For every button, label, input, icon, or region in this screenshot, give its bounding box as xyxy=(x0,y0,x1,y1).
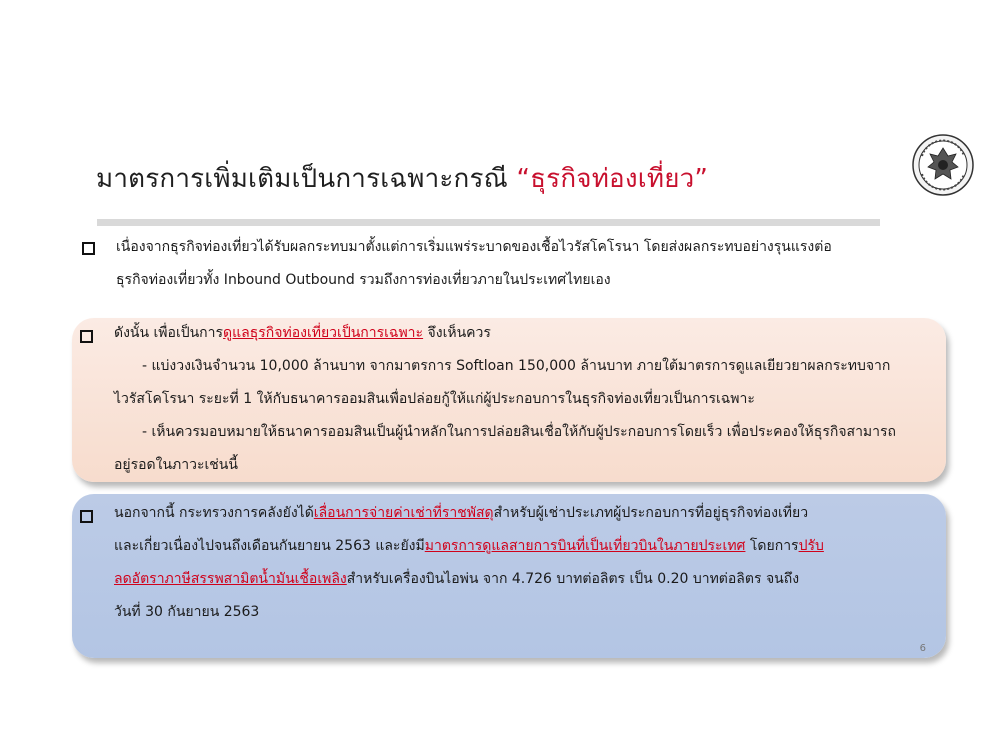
additional-line-1-highlight: เลื่อนการจ่ายค่าเช่าที่ราชพัสดุ xyxy=(313,505,494,521)
bullet-impact-line-1: เนื่องจากธุรกิจท่องเที่ยวได้รับผลกระทบมาตั้งแต่การเริ่มแพร่ระบาดของเชื้อไวรัสโคโรนา โดยส่งผลกระทบอย่างรุนแรงต่อ xyxy=(116,239,832,255)
measure-sub2-line-2: อยู่รอดในภาวะเช่นนี้ xyxy=(114,457,238,473)
additional-line-1-end: สำหรับผู้เช่าประเภทผู้ประกอบการที่อยู่ธุรกิจท่องเที่ยว xyxy=(493,505,809,521)
additional-line-2-highlight: มาตรการดูแลสายการบินที่เป็นเที่ยวบินในภายประเทศ xyxy=(424,538,746,554)
slide-title-text: มาตรการเพิ่มเติมเป็นการเฉพาะกรณี xyxy=(96,164,517,194)
measure-sub1-line-1: - แบ่งวงเงินจำนวน 10,000 ล้านบาท จากมาตรการ Softloan 150,000 ล้านบาท ภายใต้มาตรการดูแลเยียวยาผลกระทบจาก xyxy=(142,358,891,374)
measure-sub1-line-2: ไวรัสโคโรนา ระยะที่ 1 ให้กับธนาคารออมสินเพื่อปล่อยกู้ให้แก่ผู้ประกอบการในธุรกิจท่องเที่ยวเป็นการเฉพาะ xyxy=(114,391,755,407)
additional-line-2-mid: โดยการ xyxy=(745,538,799,554)
measure-box-additional-content xyxy=(80,506,934,629)
measure-lead-highlight: ดูแลธุรกิจท่องเที่ยวเป็นการเฉพาะ xyxy=(223,325,424,341)
additional-line-3 xyxy=(114,563,824,596)
page-number: 6 xyxy=(919,643,926,654)
bullet-impact xyxy=(82,239,932,297)
measure-lead-end: จึงเห็นควร xyxy=(423,325,491,341)
measure-sub2-line-1: - เห็นควรมอบหมายให้ธนาคารออมสินเป็นผู้นำหลักในการปล่อยสินเชื่อให้กับผู้ประกอบการโดยเร็ว เพื่อประคองให้ธุรกิจสามารถ xyxy=(142,424,897,440)
checkbox-bullet-icon xyxy=(82,242,95,255)
additional-line-2-start: และเกี่ยวเนื่องไปจนถึงเดือนกันยายน 2563 และยังมี xyxy=(114,538,425,554)
additional-line-2-highlight-2: ปรับ xyxy=(798,538,824,554)
slide-title xyxy=(96,158,708,199)
additional-line-2 xyxy=(114,530,824,563)
checkbox-bullet-icon xyxy=(80,510,93,523)
additional-line-3-end: สำหรับเครื่องบินไอพ่น จาก 4.726 บาทต่อลิตร เป็น 0.20 บาทต่อลิตร จนถึง xyxy=(346,571,800,587)
additional-line-1 xyxy=(114,497,824,530)
bullet-impact-text xyxy=(116,231,832,297)
additional-line-4: วันที่ 30 กันยายน 2563 xyxy=(114,604,260,620)
ministry-of-finance-seal-icon xyxy=(912,134,974,196)
measure-box-tourism-content xyxy=(80,326,934,482)
additional-line-3-highlight: ลดอัตราภาษีสรรพสามิตน้ำมันเชื้อเพลิง xyxy=(114,571,347,587)
measure-box-tourism xyxy=(72,318,946,482)
measure-box-additional-text xyxy=(114,497,824,629)
measure-box-tourism-text xyxy=(114,317,896,482)
additional-line-1-start: นอกจากนี้ กระทรวงการคลังยังได้ xyxy=(114,505,314,521)
measure-lead xyxy=(114,317,896,350)
measure-lead-start: ดังนั้น เพื่อเป็นการ xyxy=(114,325,224,341)
bullet-impact-line-2: ธุรกิจท่องเที่ยวทั้ง Inbound Outbound รวมถึงการท่องเที่ยวภายในประเทศไทยเอง xyxy=(116,272,611,288)
slide-title-highlight: “ธุรกิจท่องเที่ยว” xyxy=(516,164,709,194)
checkbox-bullet-icon xyxy=(80,330,93,343)
title-underline xyxy=(97,219,880,226)
measure-box-additional xyxy=(72,494,946,658)
